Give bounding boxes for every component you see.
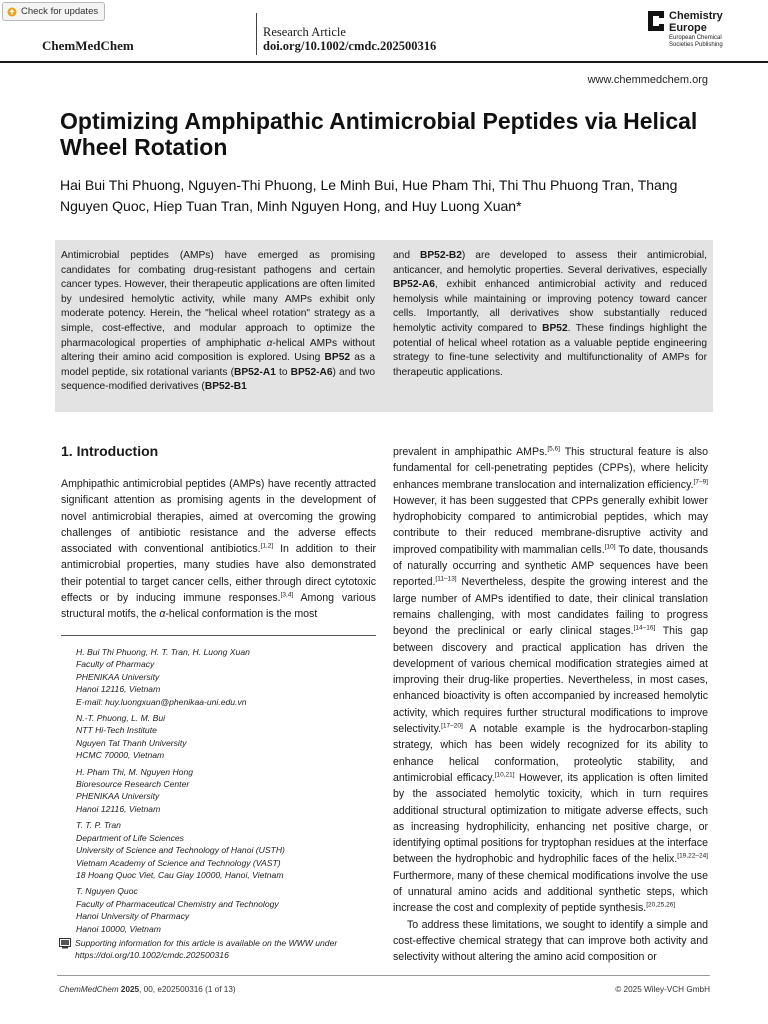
- chemistry-europe-logo-icon: [648, 11, 664, 31]
- affiliation-line: Vietnam Academy of Science and Technology (VAST): [76, 857, 281, 868]
- body-text: Amphipathic antimicrobial peptides (AMPs) have recently attracted significant attention as promising agents in the development of novel antimicrobial therapies, aimed at overcoming the growing challenges of antibiotic resistance and the adverse effects associated with conventional antibiotics.: [61, 478, 376, 556]
- peptide-name: BP52: [542, 322, 568, 334]
- citation[interactable]: [3,4]: [280, 591, 294, 599]
- footer-journal: ChemMedChem: [59, 985, 119, 994]
- affiliation-line: H. Bui Thi Phuong, H. T. Tran, H. Luong Xuan: [76, 647, 250, 657]
- affiliation-line: H. Pham Thi, M. Nguyen Hong: [76, 766, 194, 777]
- website-link[interactable]: www.chemmedchem.org: [587, 74, 708, 86]
- affiliation-line: University of Science and Technology of Hanoi (USTH): [76, 845, 285, 856]
- body-text: In addition to their antimicrobial properties, many studies have also demonstrated their potential to target cancer cells, either through direct cytotoxic effects or by inducing immune responses.: [61, 543, 376, 605]
- article-type: Research Article: [263, 25, 346, 39]
- affiliation-line: Nguyen Tat Thanh University: [76, 737, 187, 748]
- header-divider: [256, 13, 257, 55]
- peptide-name: BP52-A1: [233, 366, 276, 378]
- affiliation-line: N.-T. Phuong, L. M. Bui: [76, 713, 166, 724]
- affiliation-line: Bioresource Research Center: [76, 779, 190, 790]
- affiliation-block: [76, 646, 376, 708]
- affiliation-line: Faculty of Pharmaceutical Chemistry and Technology: [76, 898, 279, 909]
- abstract-text: Antimicrobial peptides (AMPs) have emerged as promising candidates for combating drug-resistant pathogens and certain cancer types. However, their therapeutic applications are often limited by undesired hemolytic activity, while many AMPs exhibit only moderate potency. Herein, the "helical wheel rotation" strategy as a simple, cost-effective, and modular approach to optimize the pharmacological properties of amphiphatic: [61, 250, 375, 349]
- supporting-info-icon: [59, 938, 71, 949]
- affiliation-block: [76, 885, 376, 935]
- abstract-text: as a model peptide, six rotational variants (: [61, 352, 376, 378]
- body-text: prevalent in amphipathic AMPs.: [393, 446, 548, 458]
- abstract-text: -helical AMPs without altering their amino acid composition is explored. Using: [61, 337, 375, 364]
- body-text: However, it has been suggested that CPPs generally exhibit lower hydrophobicity compared to antimicrobial peptides, which may contribute to their reduced membrane-disruptive activity and improved compatibility with mammalian cells.: [393, 494, 708, 556]
- affiliation-line: Department of Life Sciences: [76, 832, 184, 843]
- peptide-name: BP52-B2: [420, 250, 462, 261]
- affiliation-line: Hanoi 10000, Vietnam: [76, 923, 161, 934]
- body-text: This structural feature is also fundamental for cell-penetrating peptides (CPPs), where helicity enhances membrane translocation and internalization efficiency.: [393, 446, 709, 491]
- publisher-subtitle: European Chemical Societies Publishing: [669, 35, 723, 48]
- citation[interactable]: [10,21]: [494, 771, 515, 779]
- journal-name: ChemMedChem: [42, 38, 134, 53]
- abstract-text: . These findings highlight the potential of helical wheel rotation as a valuable peptide engineering strategy to fine-tune selectivity and multifunctionality of AMPs for therapeutic applications.: [393, 322, 707, 378]
- citation[interactable]: [7–9]: [693, 478, 708, 486]
- email-link[interactable]: E-mail: huy.luongxuan@phenikaa-uni.edu.vn: [76, 696, 247, 707]
- affiliation-line: Hanoi 12116, Vietnam: [76, 803, 161, 814]
- body-text: A notable example is the hydrocarbon-stapling strategy, which has been widely recognized for its ability to enhance helical conformation, proteolytic stability, and antimicrobial efficacy.: [393, 723, 708, 784]
- body-text: Furthermore, many of these chemical modifications involve the use of unnatural amino acids and additional synthetic steps, which increase the cost and complexity of peptide synthesis.: [393, 869, 708, 915]
- affiliation-line: 18 Hoang Quoc Viet, Cau Giay 10000, Hanoi, Vietnam: [76, 869, 284, 880]
- peptide-name: BP52-A6: [393, 279, 435, 291]
- footer-rule: [57, 975, 710, 976]
- citation[interactable]: [14–16]: [633, 624, 656, 632]
- citation[interactable]: [20,25,26]: [646, 901, 676, 909]
- body-text: -helical conformation is the most: [165, 608, 318, 621]
- body-text: To date, thousands of naturally occurring and synthetic AMP sequences have been reported.: [393, 543, 708, 589]
- footer-copyright: © 2025 Wiley-VCH GmbH: [615, 985, 710, 994]
- peptide-name: BP52: [324, 352, 351, 364]
- author-list: Hai Bui Thi Phuong, Nguyen-Thi Phuong, Le Minh Bui, Hue Pham Thi, Thi Thu Phuong Tran, Thang Nguyen Quoc, Hiep Tuan Tran, Minh Nguyen Hong, and Huy Luong Xuan*: [60, 177, 678, 214]
- publisher-name: Chemistry Europe: [669, 10, 723, 34]
- peptide-name: BP52-A6: [290, 366, 333, 378]
- affiliation-line: T. Nguyen Quoc: [76, 886, 138, 897]
- peptide-name: BP52-B1: [204, 381, 247, 393]
- affiliation-line: PHENIKAA University: [76, 791, 160, 802]
- affiliation-block: [76, 766, 376, 816]
- check-for-updates-button[interactable]: [2, 2, 105, 21]
- affiliations: [76, 646, 376, 939]
- body-text: This gap between discovery and practical application has driven the development of various chemical modification strategies aimed at improving their drug-like properties. Nevertheless, in most cases, enhanced bioactivity is often accompanied by increased hemolytic activity, which requires further structural modifications to improve selectivity.: [393, 625, 709, 736]
- section-heading: 1. Introduction: [61, 443, 159, 459]
- abstract-text: ) are developed to assess their antimicrobial, anticancer, and hemolytic properties. Several derivatives, especially: [393, 250, 708, 276]
- citation[interactable]: [1,2]: [260, 542, 274, 550]
- affiliation-line: T. T. P. Tran: [76, 820, 121, 831]
- intro-left-column: [61, 476, 376, 623]
- alpha-symbol: α: [159, 608, 166, 621]
- citation[interactable]: [5,6]: [547, 445, 560, 453]
- abstract-text: ) and two sequence-modified derivatives (: [61, 366, 375, 393]
- affiliation-line: PHENIKAA University: [76, 671, 160, 682]
- affiliation-block: [76, 712, 376, 762]
- header-rule: [0, 61, 768, 63]
- body-text: Nevertheless, despite the growing interest and the large number of AMPs identified to date, their clinical translation remains challenging, with most candidates failing to progress beyond the preclinical or early clinical stages.: [393, 576, 708, 638]
- body-paragraph: To address these limitations, we sought to identify a simple and cost-effective chemical strategy that can improve both activity and selectivity without altering the amino acid composition or: [393, 918, 708, 964]
- affiliation-line: NTT Hi-Tech Institute: [76, 725, 157, 736]
- article-title: Optimizing Amphipathic Antimicrobial Peptides via Helical Wheel Rotation: [60, 108, 698, 160]
- citation[interactable]: [11–13]: [435, 575, 457, 583]
- footer-citation-rest: , 00, e202500316 (1 of 13): [139, 985, 236, 994]
- alpha-symbol: α: [266, 337, 273, 349]
- supporting-info-note: [59, 937, 377, 962]
- affiliation-line: Hanoi 12116, Vietnam: [76, 684, 161, 695]
- affiliation-line: Faculty of Pharmacy: [76, 659, 155, 670]
- update-icon: [7, 7, 17, 17]
- abstract-text: and: [393, 250, 420, 261]
- affiliation-line: HCMC 70000, Vietnam: [76, 750, 165, 761]
- footer-citation: [59, 985, 236, 994]
- footer-year: 2025: [120, 985, 140, 994]
- supporting-info-link[interactable]: Supporting information for this article is available on the WWW under https://doi.org/10.1002/cmdc.202500316: [75, 938, 338, 961]
- body-text: Among various structural motifs, the: [61, 592, 376, 621]
- doi-link[interactable]: doi.org/10.1002/cmdc.202500316: [263, 39, 437, 53]
- affiliation-block: [76, 819, 376, 881]
- abstract-text: to: [275, 366, 291, 378]
- body-text: However, its application is often limited by the associated hemolytic toxicity, which in turn requires additional structural optimization to mitigate adverse effects, such as increasing hydrophilicity, enhancing net positive charge, or identifying optimal positions for tryptophan residues at the interface between the hydrophobic and hydrophilic faces of the helix.: [393, 771, 709, 866]
- abstract-left-column: [61, 249, 375, 395]
- intro-right-column: [393, 444, 708, 966]
- citation[interactable]: [19,22–24]: [677, 852, 708, 860]
- abstract-text: , exhibit enhanced antimicrobial activity and reduced hemolysis while maintaining or improving potency toward cancer cells. Importantly, all derivatives show substantially reduced hemolytic activity compared to: [393, 279, 707, 334]
- citation[interactable]: [17–20]: [441, 722, 463, 730]
- affiliation-line: Hanoi University of Pharmacy: [76, 911, 190, 922]
- affiliation-rule: [61, 635, 376, 636]
- check-for-updates-label: Check for updates: [21, 6, 99, 17]
- abstract-right-column: [393, 249, 707, 380]
- citation[interactable]: [10]: [604, 543, 616, 551]
